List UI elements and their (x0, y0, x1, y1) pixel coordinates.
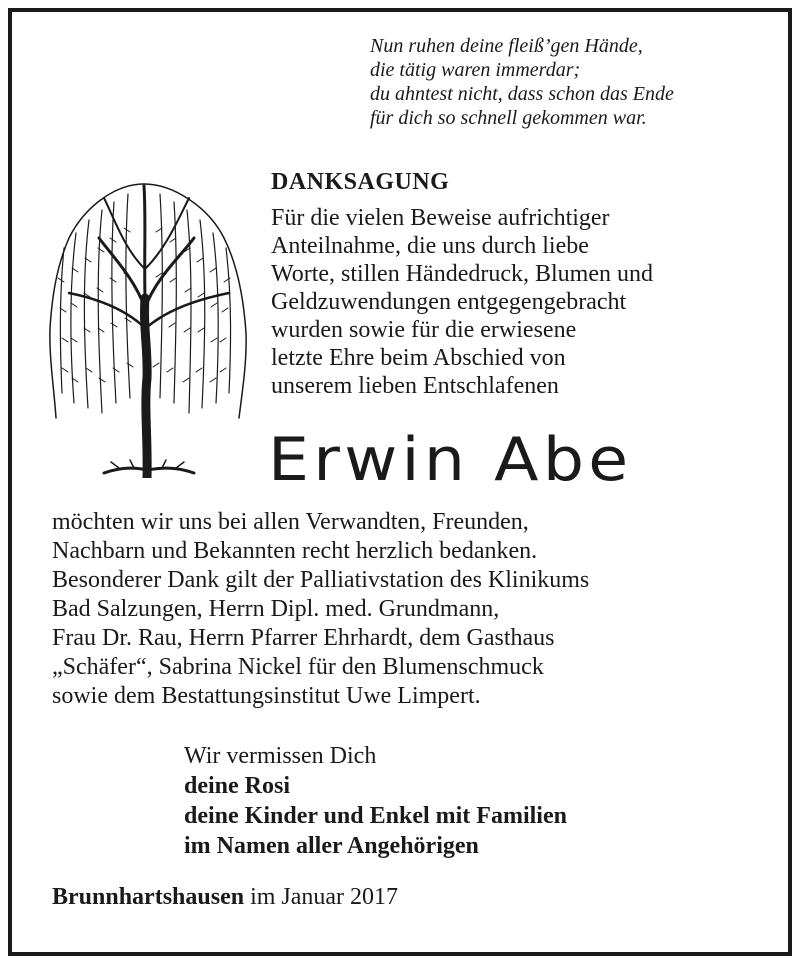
weeping-willow-tree-icon (44, 178, 254, 478)
place-date: im Januar 2017 (250, 884, 399, 910)
thanks-line: Anteilnahme, die uns durch liebe (271, 233, 589, 259)
body-line: „Schäfer“, Sabrina Nickel für den Blumenschmuck (52, 654, 544, 680)
thanks-line: letzte Ehre beim Abschied von (271, 345, 566, 371)
deceased-name: Erwin Abe (268, 425, 633, 495)
body-line: Besonderer Dank gilt der Palliativstation des Klinikums (52, 567, 590, 593)
thanks-line: Geldzuwendungen entgegengebracht (271, 289, 627, 315)
poem (370, 34, 674, 130)
poem-line: die tätig waren immerdar; (370, 59, 581, 81)
thanks-line: unserem lieben Entschlafenen (271, 373, 559, 399)
body-line: sowie dem Bestattungsinstitut Uwe Limpert. (52, 683, 481, 709)
body-line: Bad Salzungen, Herrn Dipl. med. Grundmann, (52, 596, 500, 622)
thanks-line: wurden sowie für die erwiesene (271, 317, 577, 343)
thanks-line: Für die vielen Beweise aufrichtiger (271, 205, 610, 231)
poem-line: du ahntest nicht, dass schon das Ende (370, 83, 674, 105)
signature-name: im Namen aller Angehörigen (184, 833, 479, 859)
body-line: möchten wir uns bei allen Verwandten, Freunden, (52, 509, 529, 535)
place-town: Brunnhartshausen (52, 884, 245, 910)
place-and-date (52, 882, 398, 912)
body-paragraph (52, 508, 589, 711)
body-line: Nachbarn und Bekannten recht herzlich bedanken. (52, 538, 538, 564)
thanks-line: Worte, stillen Händedruck, Blumen und (271, 261, 653, 287)
poem-line: für dich so schnell gekommen war. (370, 107, 647, 129)
poem-line: Nun ruhen deine fleiß’gen Hände, (370, 35, 643, 57)
signature-name: deine Rosi (184, 773, 291, 799)
thanks-paragraph (271, 204, 653, 400)
signature-block (184, 741, 567, 861)
heading-danksagung: DANKSAGUNG (271, 169, 450, 195)
body-line: Frau Dr. Rau, Herrn Pfarrer Ehrhardt, dem Gasthaus (52, 625, 555, 651)
signature-name: deine Kinder und Enkel mit Familien (184, 803, 567, 829)
signature-intro: Wir vermissen Dich (184, 743, 377, 769)
